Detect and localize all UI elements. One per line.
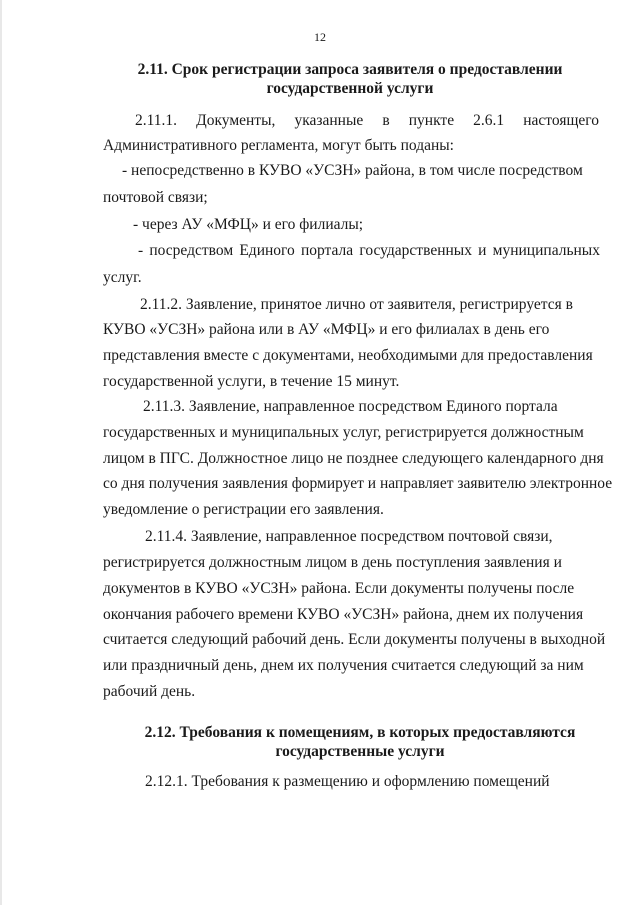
paragraph-2-11-4-line6: или праздничный день, днем их получения считается следующий за ним [103,657,584,674]
paragraph-2-11-4-line5: считается следующий рабочий день. Если документы получены в выходной [103,631,606,648]
word: муниципальных [492,242,600,259]
paragraph-2-11-4-line3: документов в КУВО «УСЗН» района. Если документы получены после [103,580,575,597]
list-item-2: - через АУ «МФЦ» и его филиалы; [133,216,364,233]
scan-edge [0,0,2,905]
word: Единого [239,242,295,259]
word: посредством [149,242,234,259]
page-number: 12 [314,30,326,44]
paragraph-2-11-2-line3: представления вместе с документами, необходимыми для предоставления [103,347,593,364]
heading-line: 2.12. Требования к помещениям, в которых предоставляются [144,724,576,741]
heading-line: государственной услуги [266,80,434,97]
paragraph-2-11-3-line1: 2.11.3. Заявление, направленное посредством Единого портала [143,398,558,415]
paragraph-2-11-4-line4: окончания рабочего времени КУВО «УСЗН» района, днем их получения [103,606,584,623]
list-item-3-line2: услуг. [103,269,142,286]
word: пункте [408,112,455,129]
word: указанные [294,112,364,129]
paragraph-2-11-4-line7: рабочий день. [103,683,196,700]
word: портала [300,242,354,259]
word: - [138,242,144,259]
paragraph-2-11-2-line1: 2.11.2. Заявление, принятое лично от заявителя, регистрируется в [140,296,573,313]
word: государственных [359,242,472,259]
paragraph-2-11-3-line4: со дня получения заявления формирует и направляет заявителю электронное [103,475,613,492]
word: в [382,112,390,129]
list-item-1-line1: - непосредственно в КУВО «УСЗН» района, в том числе посредством [122,162,583,179]
heading-line: 2.11. Срок регистрации запроса заявителя о предоставлении [137,61,563,78]
paragraph-2-11-3-line3: лицом в ПГС. Должностное лицо не позднее следующего календарного дня [103,450,604,467]
word: 2.6.1 [473,112,505,129]
paragraph-2-11-4-line2: регистрируется должностным лицом в день поступления заявления и [103,554,562,571]
paragraph-2-11-1-line1 [135,112,599,130]
list-item-1-line2: почтовой связи; [103,189,208,206]
paragraph-2-11-1-line2: Административного регламента, могут быть поданы: [103,137,454,154]
heading-line: государственные услуги [275,743,445,760]
word: 2.11.1. [135,112,178,129]
word: настоящего [523,112,599,129]
paragraph-2-12-1-line1: 2.12.1. Требования к размещению и оформлению помещений [145,773,550,790]
paragraph-2-11-2-line2: КУВО «УСЗН» района или в АУ «МФЦ» и его филиалах в день его [103,321,550,338]
paragraph-2-11-3-line2: государственных и муниципальных услуг, регистрируется должностным [103,424,584,441]
word: Документы, [196,112,276,129]
word: и [478,242,487,259]
list-item-3-line1 [138,242,600,260]
section-heading-2-11 [100,60,600,98]
paragraph-2-11-2-line4: государственной услуги, в течение 15 минут. [103,373,400,390]
section-heading-2-12 [110,723,610,761]
paragraph-2-11-4-line1: 2.11.4. Заявление, направленное посредством почтовой связи, [145,528,553,545]
paragraph-2-11-3-line5: уведомление о регистрации его заявления. [103,501,384,518]
